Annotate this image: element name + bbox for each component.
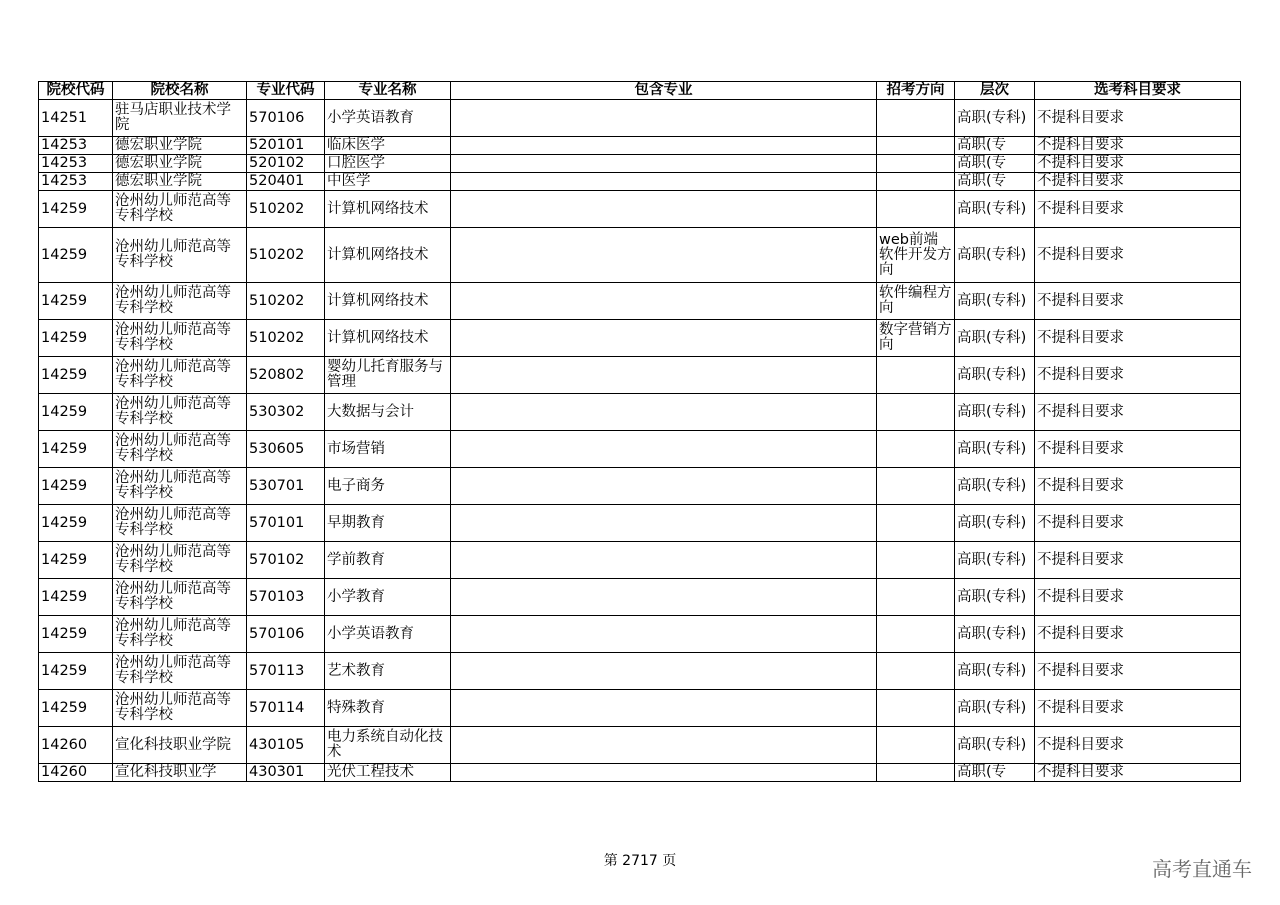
level-cell: 高职(专科): [955, 100, 1035, 137]
major-name-cell: 中医学: [325, 173, 451, 191]
major-name-cell: 电力系统自动化技术: [325, 727, 451, 764]
school-code-cell: 14259: [39, 191, 113, 228]
included-majors-cell: [451, 357, 877, 394]
school-code-cell: 14259: [39, 690, 113, 727]
school-name-cell: 德宏职业学院: [113, 155, 247, 173]
table-row: [39, 542, 1241, 579]
major-code-cell: 570101: [247, 505, 325, 542]
subject-requirement-cell: 不提科目要求: [1035, 431, 1241, 468]
major-name-cell: 口腔医学: [325, 155, 451, 173]
header-level: 层次: [955, 82, 1035, 100]
direction-cell: [877, 173, 955, 191]
subject-requirement-cell: 不提科目要求: [1035, 357, 1241, 394]
level-cell: 高职(专科): [955, 542, 1035, 579]
included-majors-cell: [451, 283, 877, 320]
included-majors-cell: [451, 394, 877, 431]
subject-requirement-cell: 不提科目要求: [1035, 228, 1241, 283]
direction-cell: [877, 616, 955, 653]
major-code-cell: 530302: [247, 394, 325, 431]
school-code-cell: 14259: [39, 394, 113, 431]
school-name-cell: 沧州幼儿师范高等专科学校: [113, 653, 247, 690]
major-name-cell: 计算机网络技术: [325, 191, 451, 228]
header-school-name: 院校名称: [113, 82, 247, 100]
subject-requirement-cell: 不提科目要求: [1035, 727, 1241, 764]
level-cell: 高职(专: [955, 764, 1035, 782]
table-row: [39, 394, 1241, 431]
level-cell: 高职(专: [955, 173, 1035, 191]
included-majors-cell: [451, 764, 877, 782]
major-code-cell: 520802: [247, 357, 325, 394]
table-row: [39, 137, 1241, 155]
school-code-cell: 14259: [39, 320, 113, 357]
major-name-cell: 学前教育: [325, 542, 451, 579]
subject-requirement-cell: 不提科目要求: [1035, 690, 1241, 727]
subject-requirement-cell: 不提科目要求: [1035, 505, 1241, 542]
level-cell: 高职(专科): [955, 653, 1035, 690]
major-name-cell: 大数据与会计: [325, 394, 451, 431]
school-code-cell: 14253: [39, 137, 113, 155]
major-name-cell: 计算机网络技术: [325, 320, 451, 357]
school-name-cell: 沧州幼儿师范高等专科学校: [113, 505, 247, 542]
direction-cell: 软件编程方向: [877, 283, 955, 320]
major-name-cell: 电子商务: [325, 468, 451, 505]
included-majors-cell: [451, 616, 877, 653]
major-code-cell: 510202: [247, 283, 325, 320]
level-cell: 高职(专科): [955, 727, 1035, 764]
direction-cell: [877, 542, 955, 579]
major-code-cell: 430301: [247, 764, 325, 782]
level-cell: 高职(专科): [955, 616, 1035, 653]
major-code-cell: 510202: [247, 320, 325, 357]
direction-cell: [877, 579, 955, 616]
table-row: [39, 320, 1241, 357]
direction-cell: [877, 100, 955, 137]
included-majors-cell: [451, 173, 877, 191]
major-name-cell: 小学英语教育: [325, 100, 451, 137]
school-name-cell: 德宏职业学院: [113, 137, 247, 155]
table-row: [39, 228, 1241, 283]
major-code-cell: 530605: [247, 431, 325, 468]
direction-cell: [877, 137, 955, 155]
table-row: [39, 653, 1241, 690]
school-code-cell: 14259: [39, 579, 113, 616]
table-row: [39, 100, 1241, 137]
table-row: [39, 155, 1241, 173]
level-cell: 高职(专科): [955, 191, 1035, 228]
major-code-cell: 510202: [247, 228, 325, 283]
level-cell: 高职(专: [955, 155, 1035, 173]
school-name-cell: 沧州幼儿师范高等专科学校: [113, 431, 247, 468]
table-row: [39, 431, 1241, 468]
direction-cell: [877, 727, 955, 764]
direction-cell: [877, 764, 955, 782]
header-major-code: 专业代码: [247, 82, 325, 100]
school-name-cell: 沧州幼儿师范高等专科学校: [113, 228, 247, 283]
header-included-majors: 包含专业: [451, 82, 877, 100]
major-name-cell: 艺术教育: [325, 653, 451, 690]
included-majors-cell: [451, 155, 877, 173]
major-name-cell: 婴幼儿托育服务与管理: [325, 357, 451, 394]
school-name-cell: 沧州幼儿师范高等专科学校: [113, 616, 247, 653]
school-code-cell: 14259: [39, 616, 113, 653]
major-name-cell: 市场营销: [325, 431, 451, 468]
school-code-cell: 14260: [39, 727, 113, 764]
major-code-cell: 520101: [247, 137, 325, 155]
direction-cell: [877, 653, 955, 690]
school-code-cell: 14253: [39, 155, 113, 173]
watermark: 高考直通车: [1152, 857, 1252, 881]
table-row: [39, 191, 1241, 228]
included-majors-cell: [451, 431, 877, 468]
school-code-cell: 14259: [39, 542, 113, 579]
major-code-cell: 570114: [247, 690, 325, 727]
subject-requirement-cell: 不提科目要求: [1035, 394, 1241, 431]
subject-requirement-cell: 不提科目要求: [1035, 100, 1241, 137]
school-code-cell: 14259: [39, 468, 113, 505]
subject-requirement-cell: 不提科目要求: [1035, 468, 1241, 505]
subject-requirement-cell: 不提科目要求: [1035, 173, 1241, 191]
school-code-cell: 14253: [39, 173, 113, 191]
school-code-cell: 14259: [39, 505, 113, 542]
school-code-cell: 14259: [39, 283, 113, 320]
school-code-cell: 14259: [39, 431, 113, 468]
header-school-code: 院校代码: [39, 82, 113, 100]
included-majors-cell: [451, 320, 877, 357]
school-code-cell: 14251: [39, 100, 113, 137]
subject-requirement-cell: 不提科目要求: [1035, 320, 1241, 357]
school-name-cell: 宣化科技职业学院: [113, 727, 247, 764]
header-row: [39, 82, 1241, 100]
included-majors-cell: [451, 191, 877, 228]
included-majors-cell: [451, 505, 877, 542]
direction-cell: [877, 357, 955, 394]
direction-cell: [877, 690, 955, 727]
table-row: [39, 764, 1241, 782]
school-name-cell: 沧州幼儿师范高等专科学校: [113, 468, 247, 505]
school-name-cell: 沧州幼儿师范高等专科学校: [113, 283, 247, 320]
direction-cell: web前端软件开发方向: [877, 228, 955, 283]
major-code-cell: 570102: [247, 542, 325, 579]
level-cell: 高职(专科): [955, 505, 1035, 542]
school-name-cell: 沧州幼儿师范高等专科学校: [113, 320, 247, 357]
school-code-cell: 14260: [39, 764, 113, 782]
school-name-cell: 沧州幼儿师范高等专科学校: [113, 579, 247, 616]
table-row: [39, 283, 1241, 320]
subject-requirement-cell: 不提科目要求: [1035, 137, 1241, 155]
major-name-cell: 特殊教育: [325, 690, 451, 727]
included-majors-cell: [451, 100, 877, 137]
included-majors-cell: [451, 690, 877, 727]
major-name-cell: 小学英语教育: [325, 616, 451, 653]
school-name-cell: 驻马店职业技术学院: [113, 100, 247, 137]
level-cell: 高职(专: [955, 137, 1035, 155]
table-body: [39, 100, 1241, 782]
table-row: [39, 357, 1241, 394]
direction-cell: 数字营销方向: [877, 320, 955, 357]
major-name-cell: 早期教育: [325, 505, 451, 542]
direction-cell: [877, 191, 955, 228]
table-row: [39, 505, 1241, 542]
included-majors-cell: [451, 727, 877, 764]
included-majors-cell: [451, 579, 877, 616]
level-cell: 高职(专科): [955, 690, 1035, 727]
level-cell: 高职(专科): [955, 431, 1035, 468]
school-name-cell: 沧州幼儿师范高等专科学校: [113, 690, 247, 727]
school-name-cell: 沧州幼儿师范高等专科学校: [113, 357, 247, 394]
direction-cell: [877, 505, 955, 542]
school-name-cell: 沧州幼儿师范高等专科学校: [113, 191, 247, 228]
subject-requirement-cell: 不提科目要求: [1035, 764, 1241, 782]
school-name-cell: 德宏职业学院: [113, 173, 247, 191]
major-code-cell: 570106: [247, 100, 325, 137]
school-name-cell: 沧州幼儿师范高等专科学校: [113, 542, 247, 579]
level-cell: 高职(专科): [955, 357, 1035, 394]
major-code-cell: 570103: [247, 579, 325, 616]
admission-table: [38, 81, 1241, 782]
major-name-cell: 小学教育: [325, 579, 451, 616]
table-row: [39, 690, 1241, 727]
header-direction: 招考方向: [877, 82, 955, 100]
major-name-cell: 计算机网络技术: [325, 283, 451, 320]
school-code-cell: 14259: [39, 653, 113, 690]
header-major-name: 专业名称: [325, 82, 451, 100]
table-row: [39, 173, 1241, 191]
level-cell: 高职(专科): [955, 579, 1035, 616]
page-number: 第 2717 页: [603, 853, 677, 869]
subject-requirement-cell: 不提科目要求: [1035, 653, 1241, 690]
included-majors-cell: [451, 228, 877, 283]
table-row: [39, 727, 1241, 764]
included-majors-cell: [451, 542, 877, 579]
direction-cell: [877, 468, 955, 505]
subject-requirement-cell: 不提科目要求: [1035, 283, 1241, 320]
included-majors-cell: [451, 137, 877, 155]
major-code-cell: 530701: [247, 468, 325, 505]
major-code-cell: 570106: [247, 616, 325, 653]
major-code-cell: 520102: [247, 155, 325, 173]
header-subject-requirement: 选考科目要求: [1035, 82, 1241, 100]
subject-requirement-cell: 不提科目要求: [1035, 191, 1241, 228]
included-majors-cell: [451, 468, 877, 505]
school-code-cell: 14259: [39, 228, 113, 283]
direction-cell: [877, 431, 955, 468]
direction-cell: [877, 155, 955, 173]
major-code-cell: 430105: [247, 727, 325, 764]
included-majors-cell: [451, 653, 877, 690]
major-name-cell: 光伏工程技术: [325, 764, 451, 782]
level-cell: 高职(专科): [955, 320, 1035, 357]
table-row: [39, 468, 1241, 505]
level-cell: 高职(专科): [955, 283, 1035, 320]
level-cell: 高职(专科): [955, 468, 1035, 505]
school-name-cell: 宣化科技职业学: [113, 764, 247, 782]
major-code-cell: 510202: [247, 191, 325, 228]
subject-requirement-cell: 不提科目要求: [1035, 579, 1241, 616]
level-cell: 高职(专科): [955, 394, 1035, 431]
major-code-cell: 520401: [247, 173, 325, 191]
direction-cell: [877, 394, 955, 431]
major-code-cell: 570113: [247, 653, 325, 690]
school-name-cell: 沧州幼儿师范高等专科学校: [113, 394, 247, 431]
major-name-cell: 计算机网络技术: [325, 228, 451, 283]
subject-requirement-cell: 不提科目要求: [1035, 542, 1241, 579]
table-row: [39, 579, 1241, 616]
school-code-cell: 14259: [39, 357, 113, 394]
level-cell: 高职(专科): [955, 228, 1035, 283]
subject-requirement-cell: 不提科目要求: [1035, 616, 1241, 653]
table-row: [39, 616, 1241, 653]
subject-requirement-cell: 不提科目要求: [1035, 155, 1241, 173]
major-name-cell: 临床医学: [325, 137, 451, 155]
